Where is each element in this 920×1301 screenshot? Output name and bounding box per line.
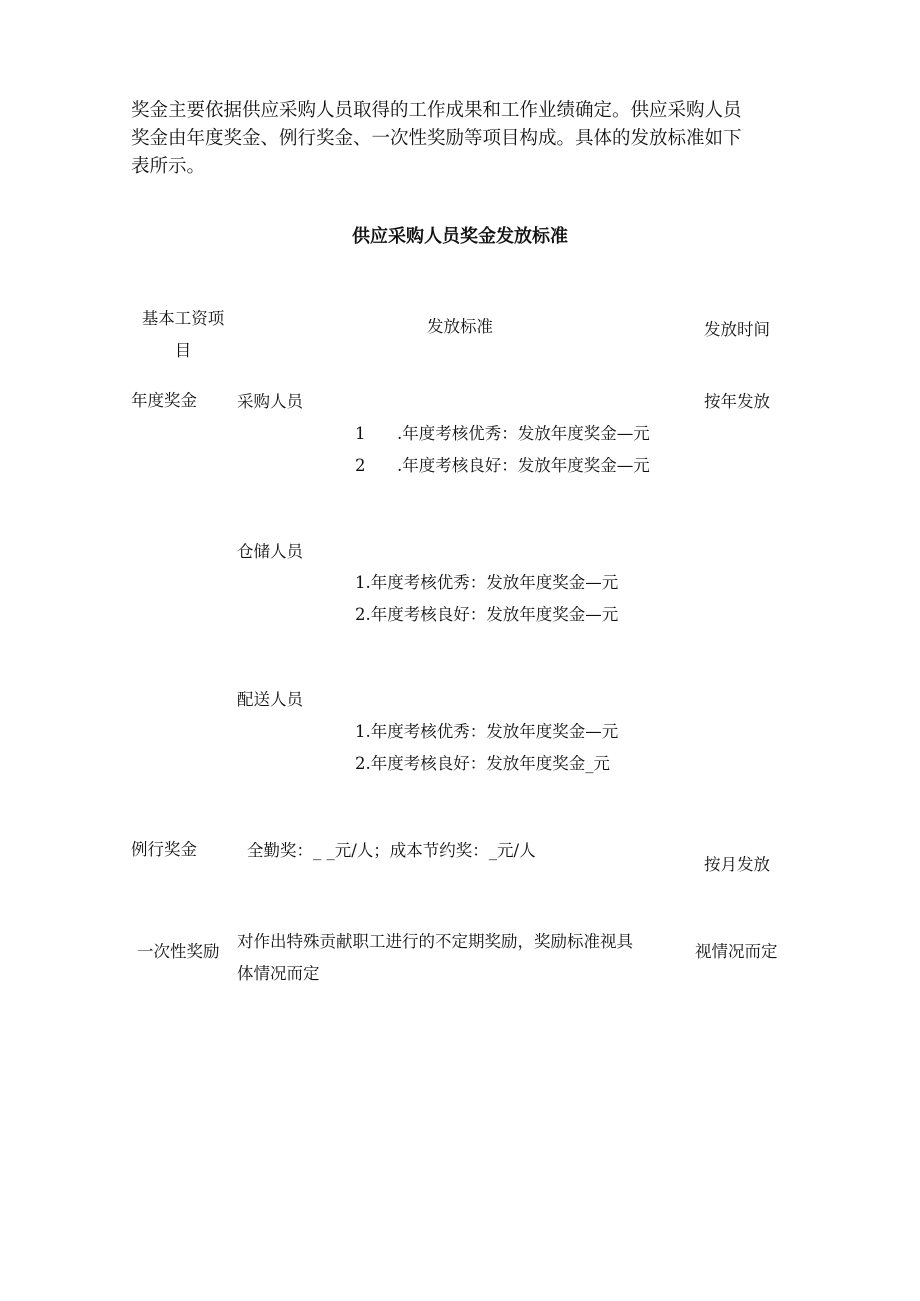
delivery-standard-2: 2.年度考核良好：发放年度奖金_元 — [355, 754, 610, 773]
storage-role: 仓储人员 — [237, 542, 303, 561]
header-item-line1: 基本工资项 — [141, 309, 225, 328]
intro-line-2: 奖金由年度奖金、例行奖金、一次性奖励等项目构成。具体的发放标准如下 — [131, 128, 742, 149]
routine-bonus-time: 按月发放 — [704, 855, 770, 874]
routine-bonus-standard: 全勤奖：_ _元/人；成本节约奖：_元/人 — [247, 841, 536, 860]
intro-line-3: 表所示。 — [131, 156, 206, 177]
onetime-award-time: 视情况而定 — [695, 942, 778, 961]
storage-standard-2: 2.年度考核良好：发放年度奖金—元 — [355, 605, 619, 624]
intro-line-1: 奖金主要依据供应采购人员取得的工作成果和工作业绩确定。供应采购人员 — [131, 100, 742, 121]
delivery-standard-1: 1.年度考核优秀：发放年度奖金—元 — [355, 722, 619, 741]
storage-standard-1: 1.年度考核优秀：发放年度奖金—元 — [355, 573, 619, 592]
header-time: 发放时间 — [704, 320, 770, 339]
onetime-standard-line1: 对作出特殊贡献职工进行的不定期奖励，奖励标准视具 — [237, 932, 633, 951]
onetime-award-standard — [237, 926, 633, 990]
intro-paragraph — [131, 97, 801, 181]
header-item-line2: 目 — [174, 341, 192, 360]
header-standard: 发放标准 — [427, 317, 493, 336]
routine-bonus-label: 例行奖金 — [131, 840, 197, 859]
header-item — [133, 303, 233, 367]
annual-bonus-time: 按年发放 — [704, 392, 770, 411]
table-title: 供应采购人员奖金发放标准 — [352, 226, 568, 247]
purchasing-standard-2: .年度考核良好：发放年度奖金—元 — [397, 456, 650, 475]
purchasing-role: 采购人员 — [237, 392, 303, 411]
onetime-award-label: 一次性奖励 — [137, 942, 220, 961]
purchasing-num-2: 2 — [355, 456, 366, 475]
purchasing-num-1: 1 — [355, 424, 366, 443]
onetime-standard-line2: 体情况而定 — [237, 964, 320, 983]
delivery-role: 配送人员 — [237, 690, 303, 709]
annual-bonus-label: 年度奖金 — [131, 391, 197, 410]
purchasing-standard-1: .年度考核优秀：发放年度奖金—元 — [397, 424, 650, 443]
